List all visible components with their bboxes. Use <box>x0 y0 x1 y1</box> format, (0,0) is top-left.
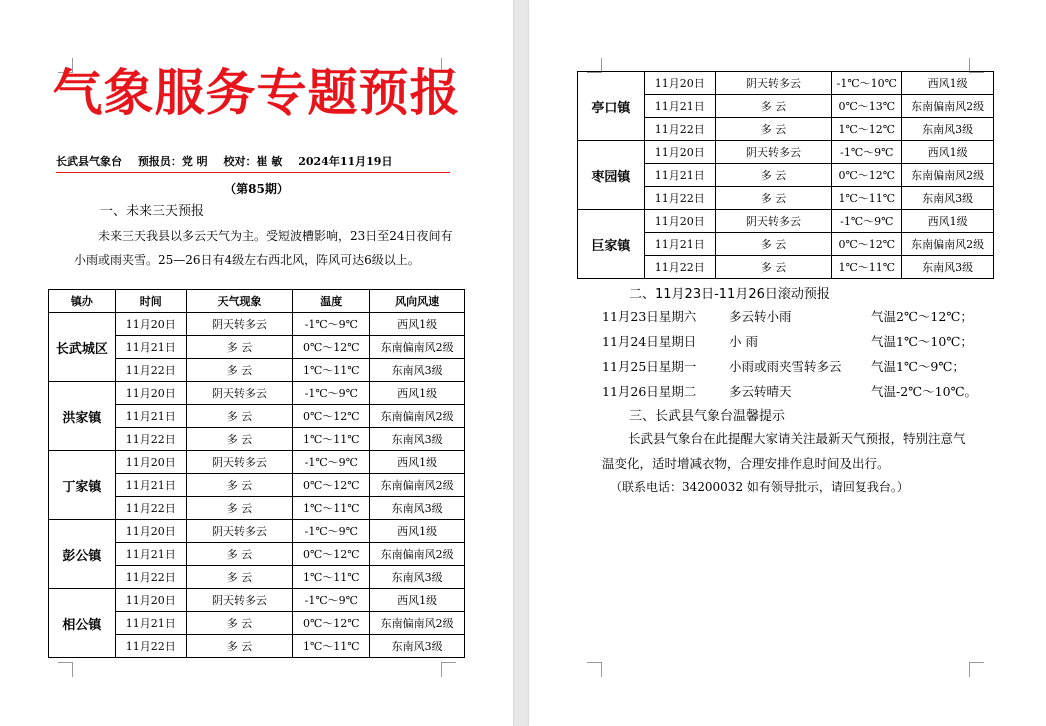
contact-line: （联系电话：34200032 如有领导批示，请回复我台。） <box>610 480 909 494</box>
wind-cell: 东南偏南风2级 <box>902 164 994 187</box>
roll-temp: 气温-2℃～10℃。 <box>871 384 978 399</box>
temp-cell: -1℃～9℃ <box>832 141 902 164</box>
temp-cell: 0℃～12℃ <box>293 405 370 428</box>
date-cell: 11月22日 <box>115 497 186 520</box>
weather-cell: 多 云 <box>186 405 293 428</box>
wind-cell: 西风1级 <box>370 382 465 405</box>
weather-cell: 多 云 <box>715 187 832 210</box>
roll-date: 11月26日星期二 <box>602 384 697 399</box>
wind-cell: 东南偏南风2级 <box>370 612 465 635</box>
town-cell: 洪家镇 <box>49 382 116 451</box>
document-title: 气象服务专题预报 <box>52 63 461 122</box>
forecast-paragraph: 未来三天我县以多云天气为主。受短波槽影响，23日至24日夜间有小雨或雨夹雪。25—26日有4级左右西北风，阵风可达6级以上。 <box>74 229 453 267</box>
date-cell: 11月20日 <box>115 589 186 612</box>
weather-cell: 阴天转多云 <box>186 520 293 543</box>
temp-cell: 1℃～11℃ <box>293 497 370 520</box>
temp-cell: -1℃～9℃ <box>293 451 370 474</box>
weather-cell: 多 云 <box>715 118 832 141</box>
wind-cell: 东南风3级 <box>370 635 465 658</box>
wind-cell: 东南偏南风2级 <box>370 405 465 428</box>
table-row <box>578 141 994 164</box>
temp-cell: 0℃～12℃ <box>832 164 902 187</box>
temp-cell: 1℃～12℃ <box>832 118 902 141</box>
col-header-town: 镇办 <box>49 290 116 313</box>
weather-cell: 阴天转多云 <box>186 382 293 405</box>
wind-cell: 东南偏南风2级 <box>370 474 465 497</box>
date-cell: 11月20日 <box>115 382 186 405</box>
issue-date: 2024年11月19日 <box>298 155 393 168</box>
col-header-weather: 天气现象 <box>186 290 293 313</box>
table-row <box>49 382 465 405</box>
date-cell: 11月20日 <box>115 313 186 336</box>
date-cell: 11月20日 <box>644 141 715 164</box>
wind-cell: 东南风3级 <box>370 566 465 589</box>
table-header-row <box>49 290 465 313</box>
weather-cell: 阴天转多云 <box>715 210 832 233</box>
weather-cell: 多 云 <box>715 95 832 118</box>
forecast-table-right <box>577 71 994 279</box>
town-cell: 长武城区 <box>49 313 116 382</box>
temp-cell: 1℃～11℃ <box>832 187 902 210</box>
temp-cell: -1℃～9℃ <box>293 313 370 336</box>
town-cell: 相公镇 <box>49 589 116 658</box>
roll-date: 11月23日星期六 <box>602 309 697 324</box>
wind-cell: 东南偏南风2级 <box>370 336 465 359</box>
temp-cell: -1℃～10℃ <box>832 72 902 95</box>
col-header-wind: 风向风速 <box>370 290 465 313</box>
temp-cell: 1℃～11℃ <box>293 359 370 382</box>
date-cell: 11月22日 <box>644 118 715 141</box>
temp-cell: 0℃～12℃ <box>293 336 370 359</box>
table-row <box>49 451 465 474</box>
wind-cell: 东南风3级 <box>370 497 465 520</box>
red-divider <box>56 172 450 173</box>
header-meta <box>56 154 450 170</box>
date-cell: 11月20日 <box>115 520 186 543</box>
date-cell: 11月22日 <box>115 566 186 589</box>
weather-cell: 多 云 <box>186 543 293 566</box>
weather-cell: 多 云 <box>186 474 293 497</box>
date-cell: 11月21日 <box>644 95 715 118</box>
table-row <box>49 520 465 543</box>
roll-weather: 小雨或雨夹雪转多云 <box>729 359 842 374</box>
weather-cell: 多 云 <box>186 428 293 451</box>
temp-cell: 0℃～12℃ <box>293 612 370 635</box>
roll-date: 11月25日星期一 <box>602 359 697 374</box>
tip-paragraph: 长武县气象台在此提醒大家请关注最新天气预报，特别注意气温变化，适时增减衣物，合理安排作息时间及出行。 <box>602 431 966 471</box>
wind-cell: 西风1级 <box>370 451 465 474</box>
temp-cell: 1℃～11℃ <box>293 566 370 589</box>
date-cell: 11月20日 <box>644 72 715 95</box>
temp-cell: 0℃～12℃ <box>832 233 902 256</box>
weather-cell: 多 云 <box>715 233 832 256</box>
wind-cell: 东南风3级 <box>902 187 994 210</box>
date-cell: 11月22日 <box>644 187 715 210</box>
date-cell: 11月20日 <box>115 451 186 474</box>
forecaster: 预报员：党 明 <box>137 155 208 168</box>
wind-cell: 东南风3级 <box>902 118 994 141</box>
wind-cell: 东南偏南风2级 <box>902 95 994 118</box>
wind-cell: 西风1级 <box>370 313 465 336</box>
roll-temp: 气温1℃～10℃； <box>871 334 973 349</box>
roll-weather: 小 雨 <box>729 334 758 349</box>
table-row <box>578 72 994 95</box>
date-cell: 11月22日 <box>115 428 186 451</box>
temp-cell: -1℃～9℃ <box>293 589 370 612</box>
table-row <box>49 313 465 336</box>
roll-temp: 气温2℃～12℃； <box>871 309 973 324</box>
weather-cell: 多 云 <box>186 612 293 635</box>
wind-cell: 西风1级 <box>902 141 994 164</box>
table-row <box>49 589 465 612</box>
wind-cell: 东南偏南风2级 <box>370 543 465 566</box>
section-heading: 三、长武县气象台温馨提示 <box>629 409 786 424</box>
temp-cell: -1℃～9℃ <box>832 210 902 233</box>
weather-cell: 多 云 <box>186 359 293 382</box>
date-cell: 11月21日 <box>644 233 715 256</box>
weather-cell: 阴天转多云 <box>186 313 293 336</box>
roll-date: 11月24日星期日 <box>602 334 697 349</box>
date-cell: 11月21日 <box>115 336 186 359</box>
wind-cell: 西风1级 <box>902 72 994 95</box>
wind-cell: 西风1级 <box>902 210 994 233</box>
temp-cell: 1℃～11℃ <box>293 635 370 658</box>
temp-cell: 0℃～12℃ <box>293 543 370 566</box>
weather-cell: 多 云 <box>186 566 293 589</box>
date-cell: 11月21日 <box>115 543 186 566</box>
section-heading: 二、11月23日-11月26日滚动预报 <box>629 287 830 302</box>
proofreader: 校对：崔 敏 <box>223 155 283 168</box>
date-cell: 11月21日 <box>115 405 186 428</box>
town-cell: 丁家镇 <box>49 451 116 520</box>
roll-temp: 气温1℃～9℃； <box>871 359 965 374</box>
wind-cell: 东南风3级 <box>370 359 465 382</box>
weather-cell: 阴天转多云 <box>715 72 832 95</box>
town-cell: 亭口镇 <box>578 72 645 141</box>
temp-cell: 1℃～11℃ <box>293 428 370 451</box>
weather-cell: 阴天转多云 <box>186 589 293 612</box>
weather-cell: 多 云 <box>186 497 293 520</box>
table-row <box>578 210 994 233</box>
date-cell: 11月21日 <box>115 612 186 635</box>
date-cell: 11月22日 <box>644 256 715 279</box>
wind-cell: 东南风3级 <box>902 256 994 279</box>
wind-cell: 西风1级 <box>370 589 465 612</box>
temp-cell: -1℃～9℃ <box>293 520 370 543</box>
crop-mark <box>58 662 73 677</box>
temp-cell: 0℃～12℃ <box>293 474 370 497</box>
wind-cell: 东南偏南风2级 <box>902 233 994 256</box>
temp-cell: -1℃～9℃ <box>293 382 370 405</box>
section-heading: 一、未来三天预报 <box>100 204 205 219</box>
crop-mark <box>587 662 602 677</box>
crop-mark <box>441 662 456 677</box>
issue-number: （第85期） <box>224 182 289 196</box>
station-name: 长武县气象台 <box>56 155 122 168</box>
temp-cell: 0℃～13℃ <box>832 95 902 118</box>
roll-weather: 多云转晴天 <box>729 384 792 399</box>
town-cell: 枣园镇 <box>578 141 645 210</box>
col-header-temp: 温度 <box>293 290 370 313</box>
wind-cell: 西风1级 <box>370 520 465 543</box>
weather-cell: 阴天转多云 <box>186 451 293 474</box>
weather-cell: 多 云 <box>715 256 832 279</box>
roll-weather: 多云转小雨 <box>729 309 792 324</box>
col-header-date: 时间 <box>115 290 186 313</box>
weather-cell: 多 云 <box>186 635 293 658</box>
temp-cell: 1℃～11℃ <box>832 256 902 279</box>
town-cell: 彭公镇 <box>49 520 116 589</box>
crop-mark <box>969 662 984 677</box>
forecast-table-left <box>48 289 465 658</box>
date-cell: 11月22日 <box>115 635 186 658</box>
wind-cell: 东南风3级 <box>370 428 465 451</box>
date-cell: 11月22日 <box>115 359 186 382</box>
date-cell: 11月20日 <box>644 210 715 233</box>
weather-cell: 阴天转多云 <box>715 141 832 164</box>
town-cell: 巨家镇 <box>578 210 645 279</box>
date-cell: 11月21日 <box>644 164 715 187</box>
date-cell: 11月21日 <box>115 474 186 497</box>
weather-cell: 多 云 <box>715 164 832 187</box>
weather-cell: 多 云 <box>186 336 293 359</box>
